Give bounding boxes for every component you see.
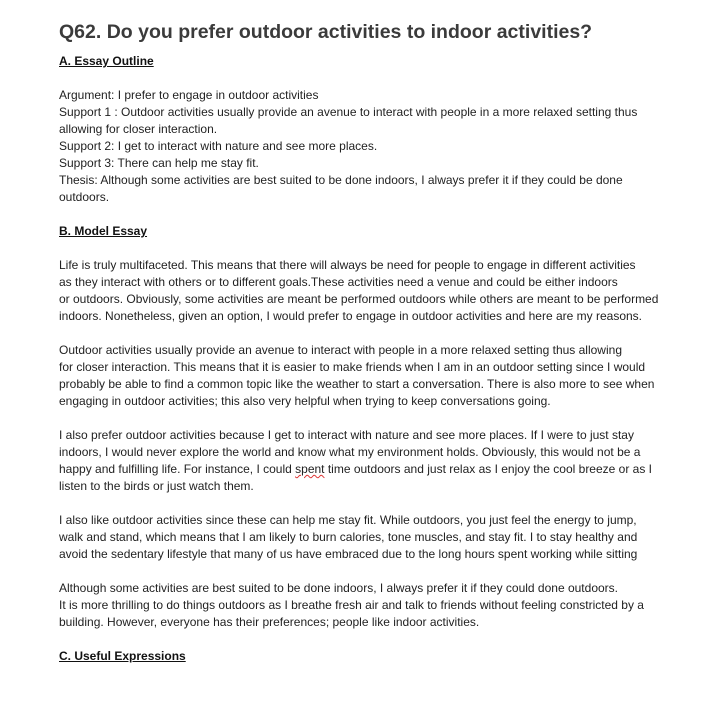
outline-line: Thesis: Although some activities are best suited to be done indoors, I always prefer it if they could be done	[59, 173, 623, 187]
outline-line: Support 2: I get to interact with nature and see more places.	[59, 139, 378, 153]
paragraph-line: listen to the birds or just watch them.	[59, 479, 254, 493]
paragraph-line: Outdoor activities usually provide an avenue to interact with people in a more relaxed setting thus allowing	[59, 343, 622, 357]
paragraph-line: Life is truly multifaceted. This means that there will always be need for people to engage in different activities	[59, 258, 636, 272]
essay-paragraph-3	[59, 427, 669, 495]
text-span: happy and fulfilling life. For instance, I could	[59, 462, 296, 476]
paragraph-line: walk and stand, which means that I am likely to burn calories, tone muscles, and stay fit. I to stay healthy and	[59, 530, 638, 544]
outline-line: allowing for closer interaction.	[59, 122, 218, 136]
paragraph-line: engaging in outdoor activities; this also very helpful when trying to keep conversations going.	[59, 394, 551, 408]
paragraph-line: I also like outdoor activities since these can help me stay fit. While outdoors, you just feel the energy to jump,	[59, 513, 637, 527]
outline-line: Argument: I prefer to engage in outdoor activities	[59, 88, 319, 102]
essay-outline	[59, 87, 669, 206]
page-title: Q62. Do you prefer outdoor activities to indoor activities?	[59, 21, 593, 43]
paragraph-line: indoors. Nonetheless, given an option, I would prefer to engage in outdoor activities and here are my reasons.	[59, 309, 643, 323]
paragraph-line: as they interact with others or to different goals.These activities need a venue and could be either indoors	[59, 275, 618, 289]
paragraph-line: indoors, I would never explore the world and know what my environment holds. Obviously, this would not be a	[59, 445, 641, 459]
section-a-heading: A. Essay Outline	[59, 54, 154, 68]
outline-line: Support 3: There can help me stay fit.	[59, 156, 259, 170]
misspelled-word[interactable]: spent	[295, 462, 325, 476]
essay-paragraph-5	[59, 580, 669, 631]
document-page	[59, 20, 669, 665]
section-b-heading: B. Model Essay	[59, 224, 148, 238]
paragraph-line: I also prefer outdoor activities because I get to interact with nature and see more places. If I were to just stay	[59, 428, 634, 442]
paragraph-line: building. However, everyone has their preferences; people like indoor activities.	[59, 615, 480, 629]
paragraph-line: avoid the sedentary lifestyle that many of us have embraced due to the long hours spent working while sitting	[59, 547, 638, 561]
paragraph-line: probably be able to find a common topic like the weather to start a conversation. There is also more to see when	[59, 377, 655, 391]
paragraph-line: Although some activities are best suited to be done indoors, I always prefer it if they could done outdoors.	[59, 581, 618, 595]
essay-paragraph-2	[59, 342, 669, 410]
outline-line: Support 1 : Outdoor activities usually provide an avenue to interact with people in a more relaxed setting thus	[59, 105, 638, 119]
essay-paragraph-1	[59, 257, 669, 325]
outline-line: outdoors.	[59, 190, 110, 204]
essay-paragraph-4	[59, 512, 669, 563]
paragraph-line: It is more thrilling to do things outdoors as I breathe fresh air and talk to friends without feeling constricted by a	[59, 598, 644, 612]
paragraph-line	[59, 461, 669, 478]
paragraph-line: or outdoors. Obviously, some activities are meant be performed outdoors while others are meant to be performed	[59, 292, 659, 306]
paragraph-line: for closer interaction. This means that it is easier to make friends when I am in an outdoor setting since I would	[59, 360, 646, 374]
text-span: time outdoors and just relax as I enjoy the cool breeze or as I	[324, 462, 653, 476]
section-c-heading: C. Useful Expressions	[59, 649, 186, 663]
